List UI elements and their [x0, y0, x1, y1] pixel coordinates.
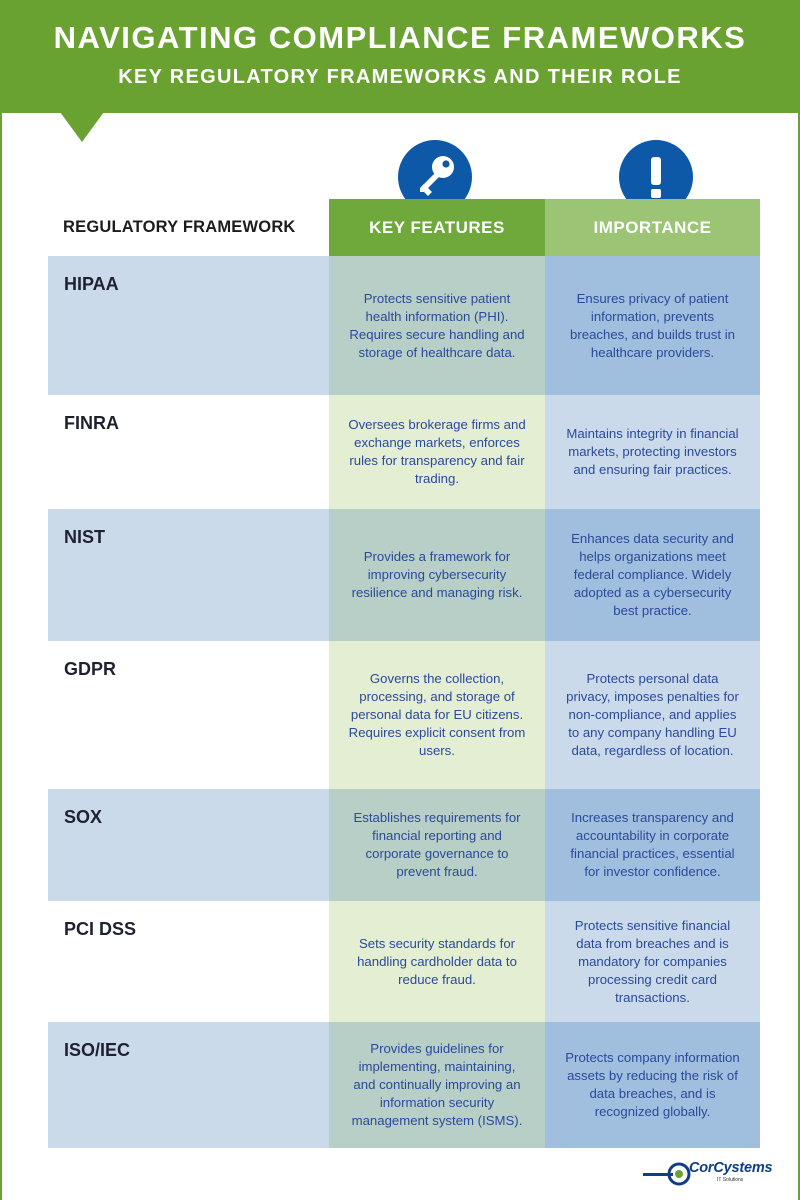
table-row [48, 509, 760, 641]
framework-features: Sets security standards for handling cardholder data to reduce fraud. [329, 901, 545, 1022]
table-row [48, 1022, 760, 1148]
framework-features: Oversees brokerage firms and exchange markets, enforces rules for transparency and fair trading. [329, 395, 545, 509]
table-row [48, 789, 760, 901]
page-subtitle: KEY REGULATORY FRAMEWORKS AND THEIR ROLE [118, 66, 682, 88]
framework-importance: Protects personal data privacy, imposes penalties for non-compliance, and applies to any company handling EU data, regardless of location. [545, 641, 760, 789]
frame-border-left [0, 113, 2, 1200]
framework-importance: Protects company information assets by reducing the risk of data breaches, and is recognized globally. [545, 1022, 760, 1148]
framework-features: Provides guidelines for implementing, maintaining, and continually improving an information security management system (ISMS). [329, 1022, 545, 1148]
framework-name: SOX [48, 789, 329, 901]
logo-name: CorCystems [689, 1160, 773, 1176]
framework-importance: Protects sensitive financial data from breaches and is mandatory for companies processing credit card transactions. [545, 901, 760, 1022]
framework-importance: Ensures privacy of patient information, prevents breaches, and builds trust in healthcare providers. [545, 256, 760, 395]
page-header [0, 0, 800, 113]
table-row [48, 256, 760, 395]
framework-name: HIPAA [48, 256, 329, 395]
framework-name: ISO/IEC [48, 1022, 329, 1148]
framework-features: Provides a framework for improving cybersecurity resilience and managing risk. [329, 509, 545, 641]
column-header-features: KEY FEATURES [329, 199, 545, 256]
framework-features: Protects sensitive patient health information (PHI). Requires secure handling and storage of healthcare data. [329, 256, 545, 395]
framework-importance: Increases transparency and accountability in corporate financial practices, essential for investor confidence. [545, 789, 760, 901]
table-row [48, 395, 760, 509]
framework-importance: Enhances data security and helps organizations meet federal compliance. Widely adopted as a cybersecurity best practice. [545, 509, 760, 641]
framework-name: PCI DSS [48, 901, 329, 1022]
framework-features: Establishes requirements for financial reporting and corporate governance to prevent fraud. [329, 789, 545, 901]
table-row [48, 901, 760, 1022]
column-header-framework: REGULATORY FRAMEWORK [63, 218, 296, 236]
logo-mark-icon [643, 1160, 693, 1188]
table-row [48, 641, 760, 789]
logo-tagline: IT Solutions [717, 1177, 744, 1183]
header-notch [60, 112, 104, 142]
framework-name: GDPR [48, 641, 329, 789]
framework-name: FINRA [48, 395, 329, 509]
framework-features: Governs the collection, processing, and storage of personal data for EU citizens. Requires explicit consent from users. [329, 641, 545, 789]
framework-importance: Maintains integrity in financial markets, protecting investors and ensuring fair practices. [545, 395, 760, 509]
page-title: NAVIGATING COMPLIANCE FRAMEWORKS [53, 20, 747, 55]
company-logo [643, 1160, 773, 1188]
framework-name: NIST [48, 509, 329, 641]
column-header-importance: IMPORTANCE [545, 199, 760, 256]
